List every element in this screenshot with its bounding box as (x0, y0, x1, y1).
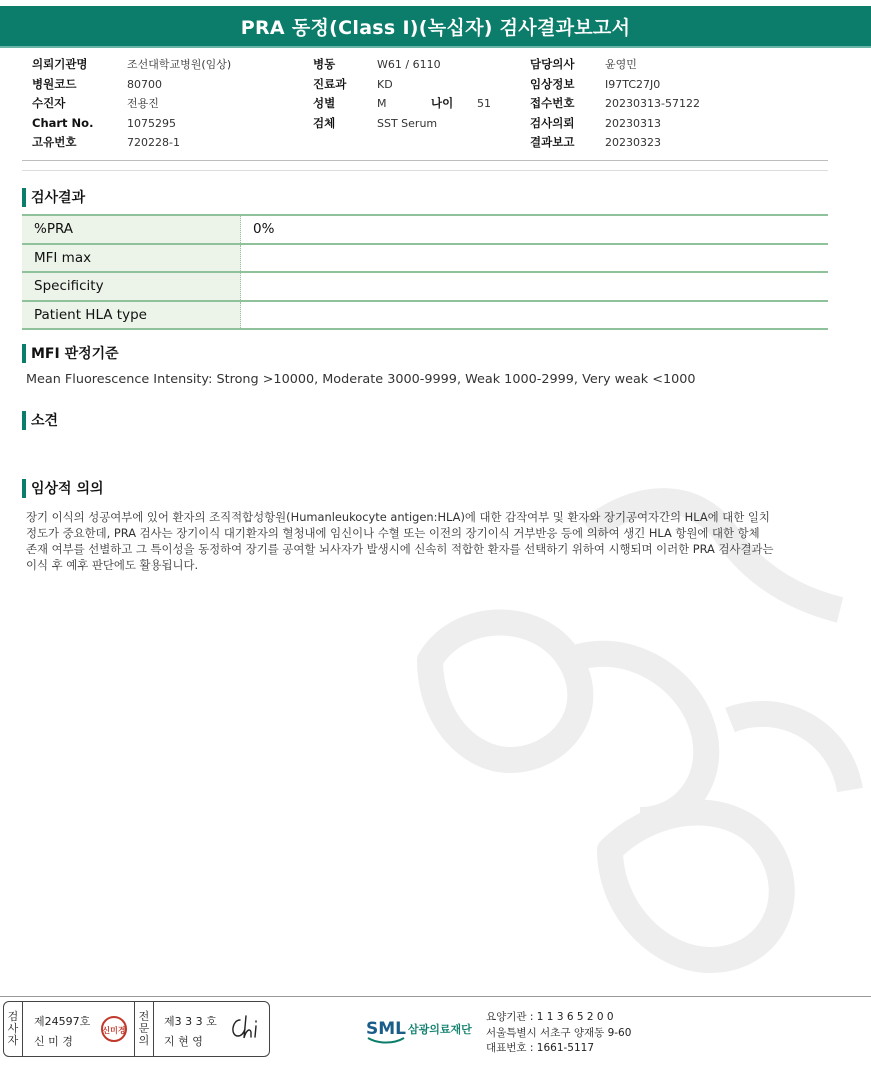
heading-bar (22, 188, 26, 207)
info-label: Chart No. (32, 115, 94, 130)
results-heading (22, 187, 85, 207)
results-table (22, 214, 828, 330)
info-row (313, 94, 513, 114)
svg-text:신미경: 신미경 (102, 1026, 126, 1035)
info-label: 결과보고 (530, 135, 575, 149)
address-line: 요양기관 : 1 1 3 6 5 2 0 0 (486, 1011, 614, 1023)
patient-info-col2 (313, 55, 513, 133)
tester-name: 신 미 경 (34, 1035, 73, 1048)
footer-divider (0, 996, 871, 997)
info-row (32, 75, 272, 95)
request-date: 20230313 (605, 116, 661, 130)
info-label: 검체 (313, 115, 336, 130)
divider (22, 170, 828, 171)
seal-stamp-icon (99, 1014, 129, 1044)
clinical-info: I97TC27J0 (605, 77, 661, 91)
lab-address (486, 1010, 631, 1057)
age-label: 나이 (431, 96, 454, 110)
mfi-criteria: Mean Fluorescence Intensity: Strong >10000, Moderate 3000-9999, Weak 1000-2999, Very weak <1000 (26, 372, 696, 387)
info-row (530, 55, 730, 75)
info-row (313, 55, 513, 75)
info-row (313, 75, 513, 95)
opinion-heading (22, 410, 58, 430)
opinion-heading-text: 소견 (31, 413, 59, 429)
info-label: 의뢰기관명 (32, 57, 88, 71)
info-row (313, 114, 513, 134)
result-label: Specificity (22, 272, 241, 301)
heading-bar (22, 344, 26, 363)
signature-box (3, 1001, 270, 1057)
info-row (530, 133, 730, 153)
heading-bar (22, 479, 26, 498)
info-label: 담당의사 (530, 57, 575, 71)
table-row (22, 215, 828, 244)
sex: M (377, 97, 387, 110)
table-row (22, 301, 828, 330)
sml-logo-icon (366, 1014, 406, 1044)
table-row (22, 272, 828, 301)
tester-vertical-label (4, 1002, 23, 1056)
clinical-heading-text: 임상적 의의 (31, 481, 104, 497)
result-value-specificity (241, 272, 829, 301)
specialist-license: 제3 3 3 호 (164, 1015, 217, 1028)
sml-logo (366, 1014, 472, 1044)
vertical-char: 자 (7, 1034, 19, 1047)
mfi-heading-text: MFI 판정기준 (31, 346, 119, 362)
specialist-vertical-label (134, 1002, 154, 1056)
divider (22, 160, 828, 161)
result-label: Patient HLA type (22, 301, 241, 330)
chart-number: 1075295 (127, 116, 176, 130)
info-label: 병동 (313, 57, 336, 71)
info-label: 성별 (313, 96, 336, 110)
info-label: 병원코드 (32, 76, 77, 91)
info-label: 고유번호 (32, 135, 77, 149)
result-value-mfi-max (241, 244, 829, 273)
vertical-char: 문 (138, 1022, 150, 1035)
specimen: SST Serum (377, 116, 438, 130)
foundation-name: 삼광의료재단 (408, 1023, 472, 1036)
info-label: 임상정보 (530, 76, 575, 91)
report-date: 20230323 (605, 136, 661, 149)
patient-name: 전용진 (127, 97, 159, 110)
info-row (530, 94, 730, 114)
tester-license: 제24597호 (34, 1015, 91, 1028)
clinical-line: 정도가 중요한데, PRA 검사는 장기이식 대기환자의 혈청내에 임신이나 수혈 또는 이전의 장기이식 거부반응 등에 의하여 생긴 HLA 항원에 대한 항체 (26, 526, 760, 540)
info-row (530, 75, 730, 95)
info-row (32, 94, 272, 114)
report-title: PRA 동정(Class I)(녹십자) 검사결과보고서 (0, 6, 871, 48)
attending-physician: 윤영민 (605, 58, 637, 71)
clinical-line: 장기 이식의 성공여부에 있어 환자의 조직적합성항원(Humanleukocyte antigen:HLA)에 대한 감작여부 및 환자와 장기공여자간의 HLA에 대한 일치 (26, 510, 770, 524)
address-line: 대표번호 : 1661-5117 (486, 1042, 595, 1054)
results-heading-text: 검사결과 (31, 190, 86, 206)
department: KD (377, 77, 393, 91)
specialist-name: 지 현 영 (164, 1035, 203, 1048)
clinical-text (26, 509, 774, 573)
info-label: 접수번호 (530, 96, 575, 110)
ward: W61 / 6110 (377, 58, 441, 71)
mfi-heading (22, 343, 119, 363)
info-row (32, 114, 272, 134)
info-row (32, 55, 272, 75)
patient-info-col1 (32, 55, 272, 153)
clinical-line: 이식 후 예후 판단에도 활용됩니다. (26, 558, 199, 572)
referring-hospital: 조선대학교병원(임상) (127, 58, 232, 71)
svg-text:SML: SML (366, 1019, 406, 1039)
info-label: 검사의뢰 (530, 115, 575, 130)
info-row (32, 133, 272, 153)
heading-bar (22, 411, 26, 430)
vertical-char: 전 (138, 1010, 150, 1023)
result-value-hla-type (241, 301, 829, 330)
clinical-heading (22, 478, 104, 498)
vertical-char: 의 (138, 1034, 150, 1047)
hospital-code: 80700 (127, 77, 162, 91)
clinical-line: 존재 여부를 선별하고 그 특이성을 동정하여 장기를 공여할 뇌사자가 발생시에 신속히 적합한 환자를 선택하기 위하여 시행되며 이러한 PRA 검사결과는 (26, 542, 774, 556)
result-label: %PRA (22, 215, 241, 244)
age: 51 (477, 97, 491, 110)
info-label: 진료과 (313, 76, 347, 91)
signature-icon (226, 1012, 264, 1044)
info-row (530, 114, 730, 134)
vertical-char: 사 (7, 1022, 19, 1035)
result-label: MFI max (22, 244, 241, 273)
vertical-char: 검 (7, 1010, 19, 1023)
info-label: 수진자 (32, 96, 66, 110)
result-value-pra: 0% (241, 215, 829, 244)
patient-info-col3 (530, 55, 730, 153)
table-row (22, 244, 828, 273)
unique-id: 720228-1 (127, 136, 180, 149)
receipt-number: 20230313-57122 (605, 97, 700, 110)
address-line: 서울특별시 서초구 양재동 9-60 (486, 1026, 632, 1039)
